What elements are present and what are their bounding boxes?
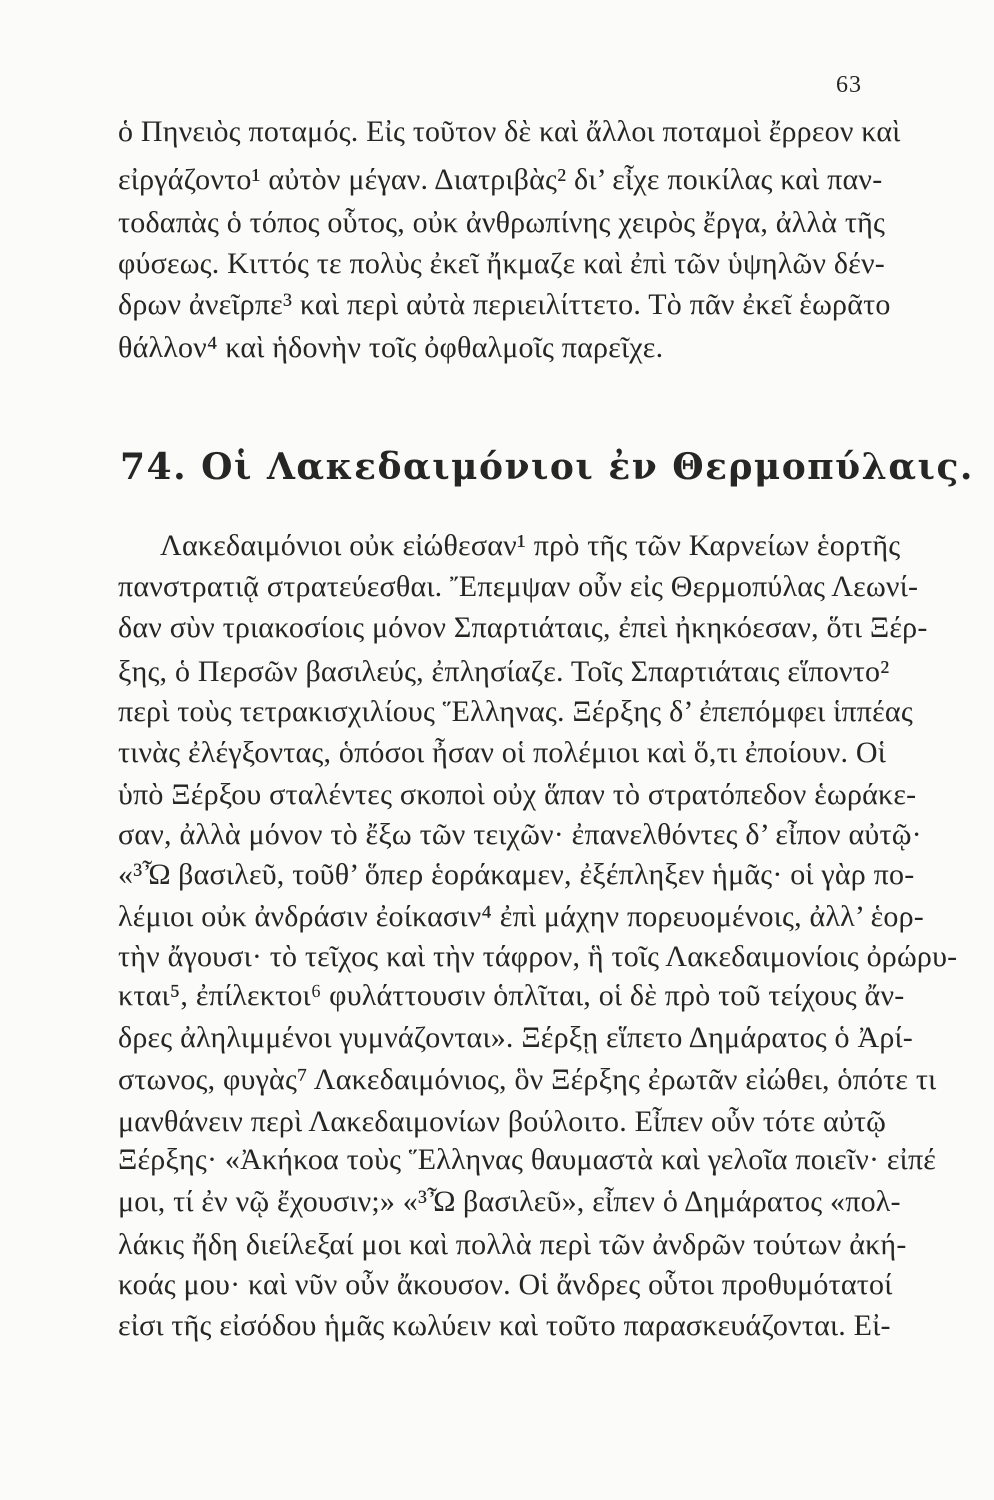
text-line: «³Ὦ βασιλεῦ, τοῦθ’ ὅπερ ἑοράκαμεν, ἐξέπληξεν ἡμᾶς· οἱ γὰρ πο- [118, 858, 915, 891]
text-line: σαν, ἀλλὰ μόνον τὸ ἔξω τῶν τειχῶν· ἐπανελθόντες δ’ εἶπον αὐτῷ· [118, 818, 922, 851]
text-line: περὶ τοὺς τετρακισχιλίους Ἕλληνας. Ξέρξης δ’ ἐπεπόμφει ἱππέας [118, 695, 913, 728]
text-line: τινὰς ἐλέγξοντας, ὁπόσοι ἦσαν οἱ πολέμιοι καὶ ὅ,τι ἐποίουν. Οἱ [118, 736, 887, 769]
text-line: πανστρατιᾷ στρατεύεσθαι. Ἔπεμψαν οὖν εἰς Θερμοπύλας Λεωνί- [118, 570, 919, 603]
text-line: τὴν ἄγουσι· τὸ τεῖχος καὶ τὴν τάφρον, ἣ τοῖς Λακεδαιμονίοις ὀρώρυ- [118, 940, 958, 973]
text-line: δαν σὺν τριακοσίοις μόνον Σπαρτιάταις, ἐπεὶ ἠκηκόεσαν, ὅτι Ξέρ- [118, 611, 928, 644]
text-line: δρων ἀνεῖρπε³ καὶ περὶ αὐτὰ περιειλίττετο. Τὸ πᾶν ἐκεῖ ἑωρᾶτο [118, 288, 891, 321]
text-line: δρες ἀληλιμμένοι γυμνάζονται». Ξέρξῃ εἵπετο Δημάρατος ὁ Ἀρί- [118, 1021, 913, 1054]
text-line: μανθάνειν περὶ Λακεδαιμονίων βούλοιτο. Εἶπεν οὖν τότε αὐτῷ [118, 1105, 887, 1138]
text-line: φύσεως. Κιττός τε πολὺς ἐκεῖ ἤκμαζε καὶ ἐπὶ τῶν ὑψηλῶν δέν- [118, 247, 885, 280]
text-line: λέμιοι οὐκ ἀνδράσιν ἐοίκασιν⁴ ἐπὶ μάχην πορευομένοις, ἀλλ’ ἑορ- [118, 900, 924, 933]
text-line: ὁ Πηνειὸς ποταμός. Εἰς τοῦτον δὲ καὶ ἄλλοι ποταμοὶ ἔρρεον καὶ [118, 115, 901, 148]
text-line: εἰσι τῆς εἰσόδου ἡμᾶς κωλύειν καὶ τοῦτο παρασκευάζονται. Εἰ- [118, 1309, 891, 1342]
text-line: στωνος, φυγὰς⁷ Λακεδαιμόνιος, ὃν Ξέρξης ἐρωτᾶν εἰώθει, ὁπότε τι [118, 1063, 937, 1096]
section-heading: 74. Οἱ Λακεδαιμόνιοι ἐν Θερμοπύλαις. [120, 446, 974, 488]
text-line: θάλλον⁴ καὶ ἡδονὴν τοῖς ὀφθαλμοῖς παρεῖχε. [118, 331, 664, 364]
text-line: ξης, ὁ Περσῶν βασιλεύς, ἐπλησίαζε. Τοῖς Σπαρτιάταις εἵποντο² [118, 655, 890, 688]
text-line: κοάς μου· καὶ νῦν οὖν ἄκουσον. Οἱ ἄνδρες οὗτοι προθυμότατοί [118, 1268, 893, 1301]
text-line: κται⁵, ἐπίλεκτοι⁶ φυλάττουσιν ὁπλῖται, οἱ δὲ πρὸ τοῦ τείχους ἄν- [118, 979, 905, 1012]
text-line: εἰργάζοντο¹ αὐτὸν μέγαν. Διατριβὰς² δι’ εἶχε ποικίλας καὶ παν- [118, 163, 883, 196]
text-line: Λακεδαιμόνιοι οὐκ εἰώθεσαν¹ πρὸ τῆς τῶν Καρνείων ἑορτῆς [160, 529, 901, 562]
text-line: Ξέρξης· «Ἀκήκοα τοὺς Ἕλληνας θαυμαστὰ καὶ γελοῖα ποιεῖν· εἰπέ [118, 1143, 937, 1176]
text-line: μοι, τί ἐν νῷ ἔχουσιν;» «³Ὦ βασιλεῦ», εἶπεν ὁ Δημάρατος «πολ- [118, 1185, 901, 1218]
text-line: τοδαπὰς ὁ τόπος οὗτος, οὐκ ἀνθρωπίνης χειρὸς ἔργα, ἀλλὰ τῆς [118, 206, 886, 239]
text-line: ὑπὸ Ξέρξου σταλέντες σκοποὶ οὐχ ἅπαν τὸ στρατόπεδον ἑωράκε- [118, 778, 917, 811]
page-number: 63 [836, 72, 862, 98]
text-line: λάκις ἤδη διείλεξαί μοι καὶ πολλὰ περὶ τῶν ἀνδρῶν τούτων ἀκή- [118, 1228, 907, 1261]
